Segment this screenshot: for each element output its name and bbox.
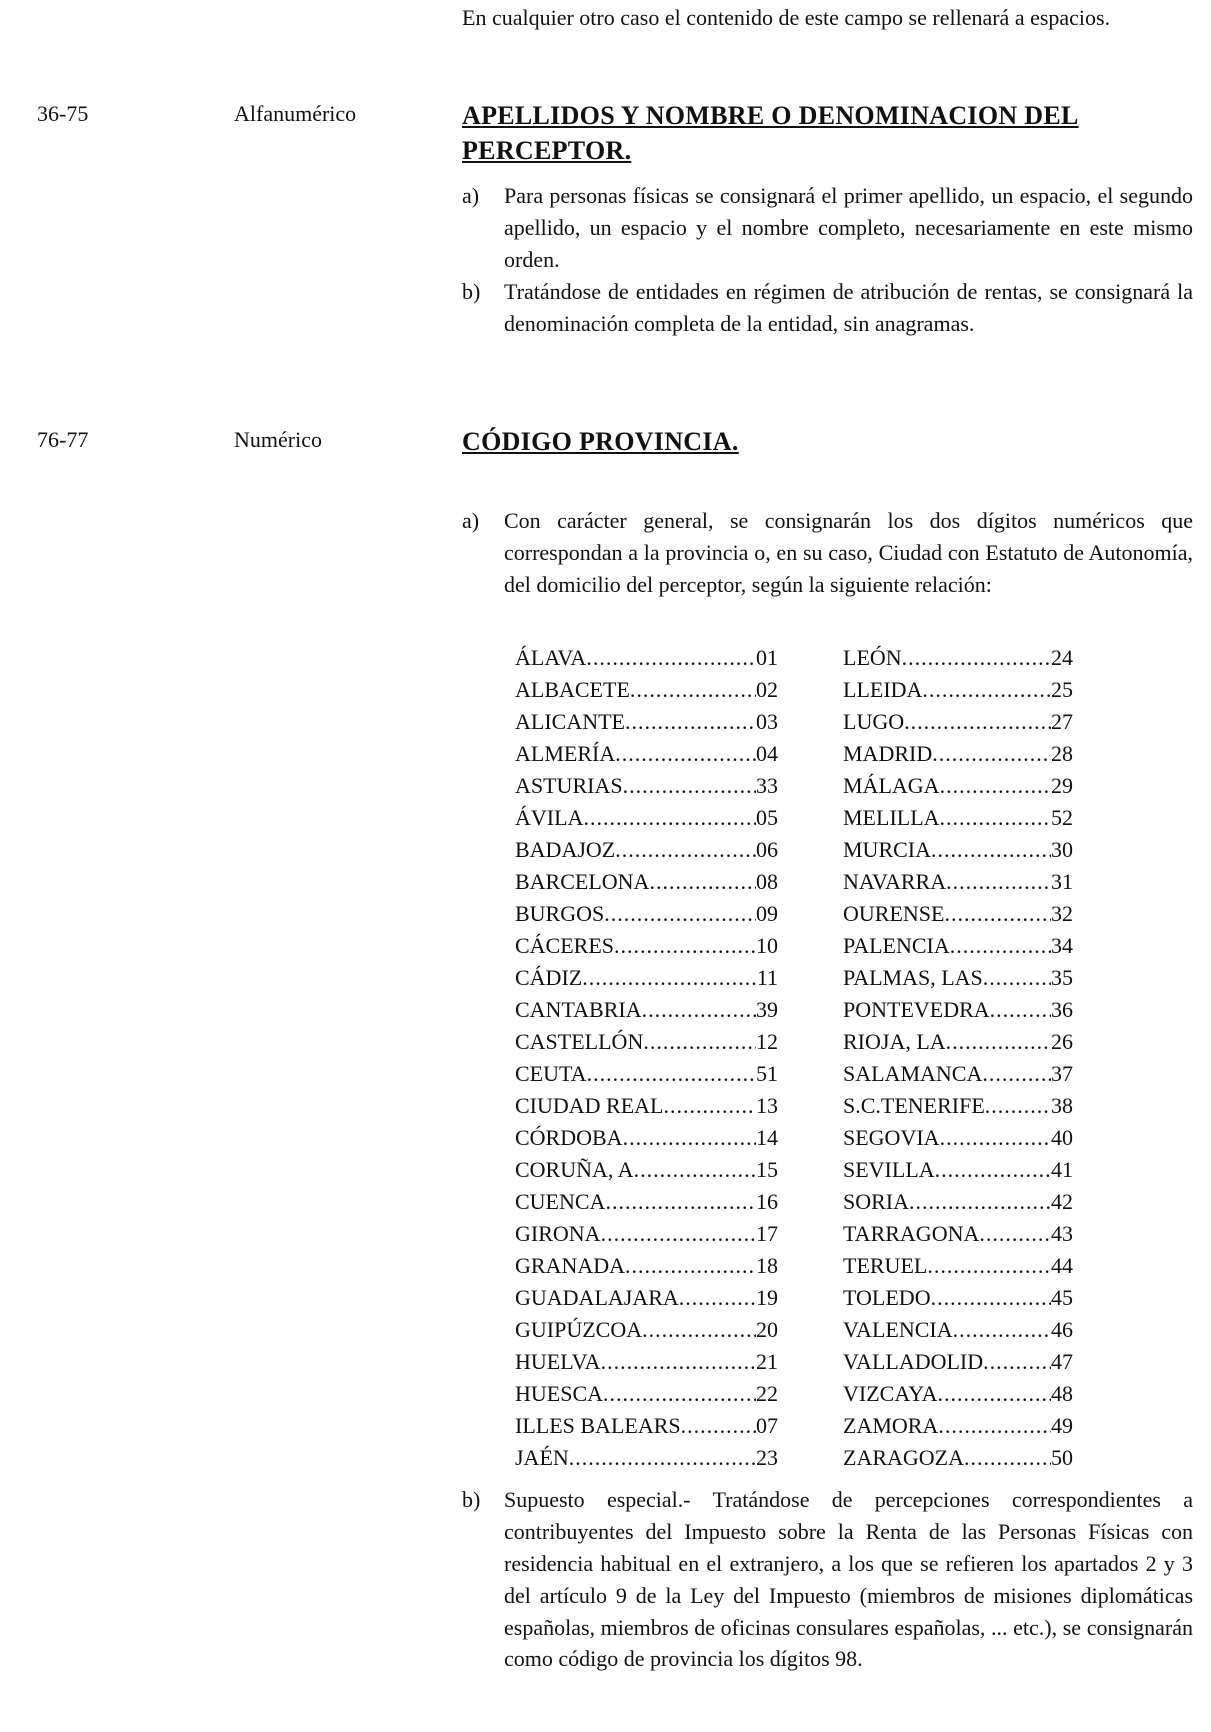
province-name: MURCIA	[843, 837, 932, 862]
province-code: 14	[756, 1125, 778, 1150]
province-code: 51	[756, 1061, 778, 1086]
province-row	[515, 1218, 778, 1250]
province-code: 48	[1051, 1381, 1073, 1406]
dot-leader	[623, 770, 756, 802]
dot-leader	[909, 1186, 1051, 1218]
dot-leader	[932, 738, 1051, 770]
province-name: SEGOVIA	[843, 1125, 940, 1150]
dot-leader	[983, 962, 1051, 994]
province-name: HUELVA	[515, 1349, 601, 1374]
province-name: SEVILLA	[843, 1157, 935, 1182]
province-row	[515, 1346, 778, 1378]
province-row	[843, 1058, 1073, 1090]
province-row	[843, 866, 1073, 898]
province-name: GIRONA	[515, 1221, 601, 1246]
province-code: 07	[756, 1413, 778, 1438]
province-row	[515, 1410, 778, 1442]
dot-leader	[583, 802, 756, 834]
dot-leader	[615, 738, 756, 770]
province-row	[515, 994, 778, 1026]
province-row	[843, 1314, 1073, 1346]
province-code: 16	[756, 1189, 778, 1214]
province-code: 28	[1051, 741, 1073, 766]
province-name: JAÉN	[515, 1445, 569, 1470]
dot-leader	[649, 866, 756, 898]
province-code: 44	[1051, 1253, 1073, 1278]
province-code: 43	[1051, 1221, 1073, 1246]
dot-leader	[625, 1250, 756, 1282]
dot-leader	[935, 1154, 1051, 1186]
province-name: SORIA	[843, 1189, 910, 1214]
province-row	[515, 738, 778, 770]
province-row	[843, 1090, 1073, 1122]
province-name: PALMAS, LAS	[843, 965, 983, 990]
province-row	[515, 1154, 778, 1186]
dot-leader	[582, 962, 757, 994]
province-row	[515, 1058, 778, 1090]
province-row	[515, 962, 778, 994]
province-name: CEUTA	[515, 1061, 587, 1086]
dot-leader	[625, 706, 756, 738]
province-row	[843, 1122, 1073, 1154]
province-code: 12	[756, 1029, 778, 1054]
province-name: CASTELLÓN	[515, 1029, 644, 1054]
dot-leader	[938, 1378, 1051, 1410]
field-apellidos-items	[462, 180, 1193, 339]
list-item	[462, 1484, 1193, 1675]
province-code: 52	[1051, 805, 1073, 830]
province-name: CÁCERES	[515, 933, 615, 958]
province-name: BADAJOZ	[515, 837, 616, 862]
province-code: 46	[1051, 1317, 1073, 1342]
province-column-right	[843, 642, 1073, 1474]
province-name: SALAMANCA	[843, 1061, 983, 1086]
province-name: OURENSE	[843, 901, 945, 926]
province-name: RIOJA, LA	[843, 1029, 946, 1054]
province-code: 05	[756, 805, 778, 830]
province-code: 18	[756, 1253, 778, 1278]
dot-leader	[605, 1186, 756, 1218]
dot-leader	[603, 1378, 756, 1410]
province-row	[515, 866, 778, 898]
province-code: 06	[756, 837, 778, 862]
province-code: 09	[756, 901, 778, 926]
province-row	[843, 1250, 1073, 1282]
province-name: VALENCIA	[843, 1317, 953, 1342]
province-code: 13	[756, 1093, 778, 1118]
item-text: Con carácter general, se consignarán los dos dígitos numéricos que correspondan a la provincia o, en su caso, Ciudad con Estatuto de Autonomía, del domicilio del perceptor, según la siguiente relación:	[504, 508, 1193, 597]
dot-leader	[679, 1282, 756, 1314]
province-code: 33	[756, 773, 778, 798]
province-name: CÁDIZ	[515, 965, 583, 990]
province-code: 21	[756, 1349, 778, 1374]
dot-leader	[623, 1122, 756, 1154]
dot-leader	[630, 674, 756, 706]
list-item	[462, 180, 1193, 276]
province-code: 11	[756, 965, 778, 990]
province-code: 08	[756, 869, 778, 894]
province-row	[843, 898, 1073, 930]
province-name: GUADALAJARA	[515, 1285, 679, 1310]
province-name: ZARAGOZA	[843, 1445, 964, 1470]
province-name: HUESCA	[515, 1381, 604, 1406]
province-name: PALENCIA	[843, 933, 950, 958]
dot-leader	[983, 1346, 1051, 1378]
item-label: a)	[462, 183, 480, 208]
province-code: 23	[756, 1445, 778, 1470]
dot-leader	[982, 1058, 1051, 1090]
province-code: 30	[1051, 837, 1073, 862]
province-row	[515, 770, 778, 802]
dot-leader	[950, 930, 1051, 962]
list-item	[462, 276, 1193, 340]
province-row	[515, 706, 778, 738]
province-name: PONTEVEDRA	[843, 997, 990, 1022]
province-code: 26	[1051, 1029, 1073, 1054]
dot-leader	[964, 1442, 1051, 1474]
dot-leader	[614, 930, 756, 962]
dot-leader	[990, 994, 1051, 1026]
dot-leader	[569, 1442, 756, 1474]
field-heading: APELLIDOS Y NOMBRE O DENOMINACION DEL PERCEPTOR.	[462, 101, 1079, 166]
province-name: ÁLAVA	[515, 645, 587, 670]
province-code: 25	[1051, 677, 1073, 702]
item-text: Para personas físicas se consignará el primer apellido, un espacio, el segundo apellido, un espacio y el nombre completo, necesariamente en este mismo orden.	[504, 183, 1193, 272]
province-name: ALBACETE	[515, 677, 630, 702]
dot-leader	[642, 1314, 756, 1346]
province-code: 38	[1051, 1093, 1073, 1118]
province-row	[843, 930, 1073, 962]
province-row	[515, 1250, 778, 1282]
province-row	[515, 674, 778, 706]
dot-leader	[642, 994, 756, 1026]
province-row	[843, 1154, 1073, 1186]
province-name: NAVARRA	[843, 869, 947, 894]
dot-leader	[940, 802, 1051, 834]
province-name: MÁLAGA	[843, 773, 940, 798]
province-code: 42	[1051, 1189, 1073, 1214]
field-provincia-item-b	[462, 1484, 1193, 1675]
province-row	[515, 1026, 778, 1058]
province-code: 15	[756, 1157, 778, 1182]
province-name: TARRAGONA	[843, 1221, 980, 1246]
province-name: ASTURIAS	[515, 773, 623, 798]
province-name: VALLADOLID	[843, 1349, 984, 1374]
province-row	[843, 738, 1073, 770]
dot-leader	[902, 642, 1051, 674]
province-name: ZAMORA	[843, 1413, 939, 1438]
dot-leader	[985, 1090, 1051, 1122]
province-code: 17	[756, 1221, 778, 1246]
province-name: LEÓN	[843, 645, 902, 670]
item-label: a)	[462, 508, 480, 533]
province-name: MADRID	[843, 741, 933, 766]
province-name: CANTABRIA	[515, 997, 642, 1022]
province-row	[515, 834, 778, 866]
province-code: 49	[1051, 1413, 1073, 1438]
province-row	[843, 770, 1073, 802]
province-column-left	[515, 642, 778, 1474]
province-code: 40	[1051, 1125, 1073, 1150]
dot-leader	[587, 1058, 756, 1090]
province-name: ALICANTE	[515, 709, 625, 734]
dot-leader	[634, 1154, 756, 1186]
province-name: CUENCA	[515, 1189, 606, 1214]
province-row	[515, 642, 778, 674]
field-type: Numérico	[234, 427, 322, 452]
province-row	[515, 898, 778, 930]
item-label: b)	[462, 1487, 481, 1512]
dot-leader	[931, 1282, 1051, 1314]
province-row	[843, 674, 1073, 706]
province-name: ALMERÍA	[515, 741, 616, 766]
province-row	[515, 802, 778, 834]
province-code: 34	[1051, 933, 1073, 958]
province-code: 10	[756, 933, 778, 958]
dot-leader	[940, 770, 1051, 802]
province-name: BURGOS	[515, 901, 605, 926]
province-name: GRANADA	[515, 1253, 625, 1278]
dot-leader	[931, 834, 1051, 866]
field-provincia-item-a	[462, 505, 1193, 601]
province-name: MELILLA	[843, 805, 940, 830]
province-row	[843, 994, 1073, 1026]
province-name: LLEIDA	[843, 677, 923, 702]
province-code: 24	[1051, 645, 1073, 670]
province-row	[843, 1218, 1073, 1250]
dot-leader	[643, 1026, 756, 1058]
province-code: 31	[1051, 869, 1073, 894]
province-code: 03	[756, 709, 778, 734]
dot-leader	[938, 1410, 1051, 1442]
dot-leader	[601, 1218, 756, 1250]
province-row	[515, 1314, 778, 1346]
province-row	[843, 1026, 1073, 1058]
province-code: 35	[1051, 965, 1073, 990]
province-row	[843, 642, 1073, 674]
dot-leader	[904, 706, 1051, 738]
dot-leader	[953, 1314, 1051, 1346]
province-row	[843, 802, 1073, 834]
province-row	[843, 1346, 1073, 1378]
province-code: 22	[756, 1381, 778, 1406]
dot-leader	[586, 642, 756, 674]
province-code: 20	[756, 1317, 778, 1342]
dot-leader	[940, 1122, 1051, 1154]
field-type: Alfanumérico	[234, 101, 357, 126]
province-row	[843, 1378, 1073, 1410]
dot-leader	[946, 866, 1051, 898]
dot-leader	[979, 1218, 1051, 1250]
province-code: 04	[756, 741, 778, 766]
province-name: ILLES BALEARS	[515, 1413, 681, 1438]
province-code: 19	[756, 1285, 778, 1310]
province-name: CORUÑA, A	[515, 1157, 634, 1182]
dot-leader	[944, 898, 1051, 930]
province-code: 50	[1051, 1445, 1073, 1470]
field-position: 76-77	[37, 427, 89, 452]
province-code: 01	[756, 645, 778, 670]
province-code: 27	[1051, 709, 1073, 734]
province-row	[843, 1410, 1073, 1442]
province-code: 39	[756, 997, 778, 1022]
province-name: TOLEDO	[843, 1285, 931, 1310]
province-row	[515, 1186, 778, 1218]
province-row	[843, 1442, 1073, 1474]
dot-leader	[927, 1250, 1051, 1282]
province-name: ÁVILA	[515, 805, 584, 830]
province-row	[515, 1122, 778, 1154]
province-name: S.C.TENERIFE	[843, 1093, 985, 1118]
item-text: Supuesto especial.- Tratándose de percepciones correspondientes a contribuyentes del Impuesto sobre la Renta de las Personas Físicas con residencia habitual en el extranjero, a los que se refieren los apartados 2 y 3 del artículo 9 de la Ley del Impuesto (miembros de misiones diplomáticas españolas, miembros de oficinas consulares españolas, ... etc.), se consignarán como código de provincia los dígitos 98.	[504, 1487, 1193, 1672]
province-name: CÓRDOBA	[515, 1125, 623, 1150]
dot-leader	[601, 1346, 756, 1378]
province-name: TERUEL	[843, 1253, 928, 1278]
field-position: 36-75	[37, 101, 89, 126]
dot-leader	[615, 834, 756, 866]
dot-leader	[946, 1026, 1051, 1058]
province-row	[843, 706, 1073, 738]
province-row	[515, 1442, 778, 1474]
province-row	[515, 1282, 778, 1314]
province-code: 41	[1051, 1157, 1073, 1182]
dot-leader	[604, 898, 756, 930]
dot-leader	[922, 674, 1051, 706]
province-row	[515, 1090, 778, 1122]
item-text: Tratándose de entidades en régimen de atribución de rentas, se consignará la denominación completa de la entidad, sin anagramas.	[504, 278, 1193, 336]
list-item	[462, 505, 1193, 601]
item-label: b)	[462, 278, 481, 304]
province-row	[515, 1378, 778, 1410]
province-code: 45	[1051, 1285, 1073, 1310]
field-heading: CÓDIGO PROVINCIA.	[462, 427, 739, 456]
province-row	[843, 834, 1073, 866]
province-name: BARCELONA	[515, 869, 650, 894]
province-row	[843, 1282, 1073, 1314]
province-row	[843, 962, 1073, 994]
province-name: GUIPÚZCOA	[515, 1317, 643, 1342]
province-name: CIUDAD REAL	[515, 1093, 664, 1118]
province-code: 37	[1051, 1061, 1073, 1086]
province-code: 47	[1051, 1349, 1073, 1374]
province-row	[843, 1186, 1073, 1218]
province-code: 32	[1051, 901, 1073, 926]
province-code: 29	[1051, 773, 1073, 798]
province-code: 36	[1051, 997, 1073, 1022]
province-row	[515, 930, 778, 962]
dot-leader	[681, 1410, 756, 1442]
province-name: VIZCAYA	[843, 1381, 938, 1406]
province-code: 02	[756, 677, 778, 702]
dot-leader	[664, 1090, 757, 1122]
province-name: LUGO	[843, 709, 905, 734]
intro-paragraph: En cualquier otro caso el contenido de este campo se rellenará a espacios.	[462, 5, 1111, 30]
